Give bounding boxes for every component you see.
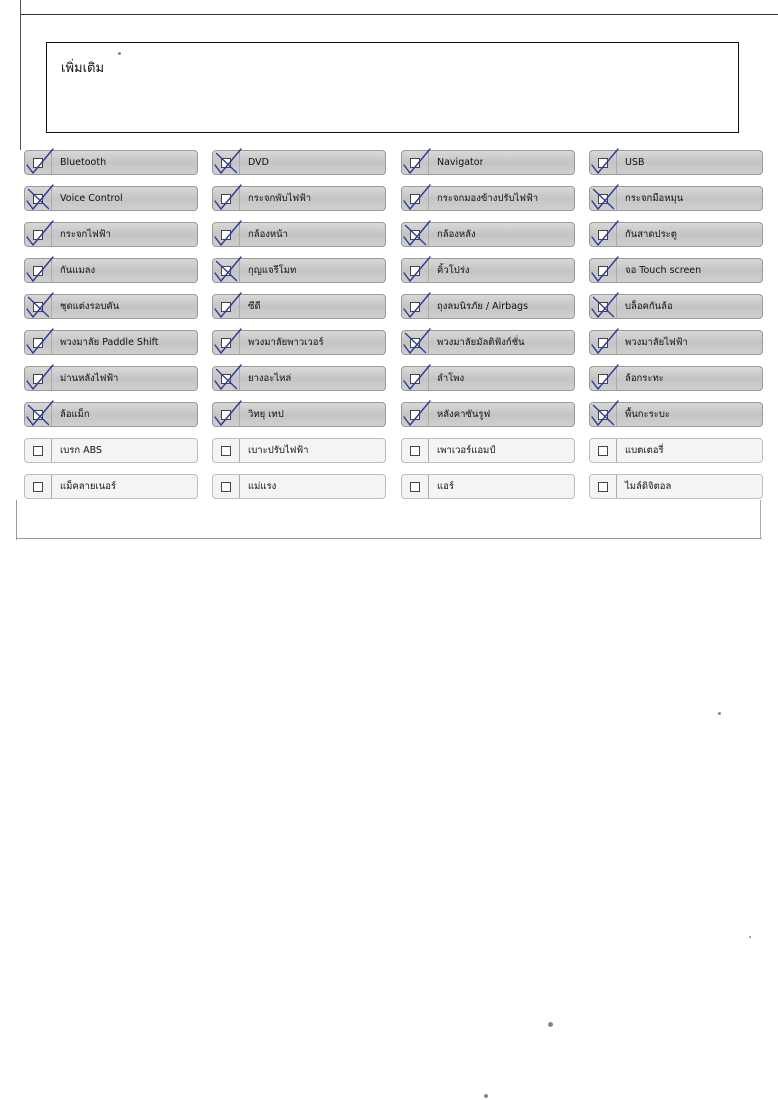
checklist-item[interactable] bbox=[401, 186, 575, 211]
checklist-item[interactable] bbox=[212, 402, 386, 427]
notes-label: เพิ่มเติม bbox=[61, 61, 105, 76]
checklist-item[interactable] bbox=[212, 366, 386, 391]
checklist-item[interactable] bbox=[401, 330, 575, 355]
checkbox-cell bbox=[213, 439, 240, 462]
scan-speck bbox=[118, 52, 121, 55]
checklist-item[interactable] bbox=[212, 330, 386, 355]
checklist-item[interactable] bbox=[212, 438, 386, 463]
checklist-item[interactable] bbox=[589, 294, 763, 319]
checkbox-cell bbox=[213, 331, 240, 354]
pen-check-mark-icon bbox=[396, 215, 436, 255]
checklist-item[interactable] bbox=[24, 366, 198, 391]
scan-speck bbox=[749, 936, 751, 938]
checklist-item-label: Voice Control bbox=[60, 193, 123, 204]
pen-check-mark-icon bbox=[396, 323, 436, 363]
pen-check-mark-icon bbox=[396, 359, 436, 399]
checkbox-cell bbox=[25, 295, 52, 318]
checklist-item[interactable] bbox=[212, 294, 386, 319]
checkbox-cell bbox=[25, 223, 52, 246]
checkbox-cell bbox=[25, 259, 52, 282]
checklist-item-label: พวงมาลัยพาวเวอร์ bbox=[248, 337, 324, 348]
checklist-item[interactable] bbox=[24, 438, 198, 463]
checklist-item-label: บล็อคกันล้อ bbox=[625, 301, 673, 312]
checklist-item[interactable] bbox=[24, 294, 198, 319]
checkbox-cell bbox=[213, 151, 240, 174]
checklist-item-label: ไมล์ดิจิตอล bbox=[625, 481, 672, 492]
checkbox-cell bbox=[25, 439, 52, 462]
checkbox-cell bbox=[590, 367, 617, 390]
checklist-item-label: เพาเวอร์แอมป์ bbox=[437, 445, 496, 456]
checklist-item[interactable] bbox=[401, 294, 575, 319]
checklist-item-label: กระจกพับไฟฟ้า bbox=[248, 193, 312, 204]
checklist-item-label: จอ Touch screen bbox=[625, 265, 702, 276]
checkbox-cell bbox=[402, 151, 429, 174]
checkbox-cell bbox=[590, 331, 617, 354]
pen-check-mark-icon bbox=[19, 251, 59, 291]
pen-check-mark-icon bbox=[584, 143, 624, 183]
checkbox[interactable] bbox=[33, 446, 43, 456]
checklist-item[interactable] bbox=[24, 186, 198, 211]
checkbox-cell bbox=[25, 187, 52, 210]
checklist-item[interactable] bbox=[589, 474, 763, 499]
checkbox-cell bbox=[213, 367, 240, 390]
checkbox-cell bbox=[590, 223, 617, 246]
pen-check-mark-icon bbox=[19, 395, 59, 435]
pen-check-mark-icon bbox=[19, 215, 59, 255]
checklist-item[interactable] bbox=[589, 366, 763, 391]
checkbox-cell bbox=[25, 475, 52, 498]
checklist-item-label: กระจกมองข้างปรับไฟฟ้า bbox=[437, 193, 539, 204]
checklist-item-label: Navigator bbox=[437, 157, 484, 168]
checklist-item[interactable] bbox=[589, 222, 763, 247]
checklist-item[interactable] bbox=[24, 474, 198, 499]
pen-check-mark-icon bbox=[584, 395, 624, 435]
pen-check-mark-icon bbox=[396, 287, 436, 327]
checkbox-cell bbox=[402, 331, 429, 354]
pen-check-mark-icon bbox=[396, 251, 436, 291]
checkbox[interactable] bbox=[410, 446, 420, 456]
checklist-item-label: แอร์ bbox=[437, 481, 454, 492]
checklist-item-label: กันแมลง bbox=[60, 265, 96, 276]
checkbox-cell bbox=[590, 475, 617, 498]
checkbox[interactable] bbox=[598, 446, 608, 456]
checkbox-cell bbox=[25, 331, 52, 354]
checklist-item[interactable] bbox=[24, 258, 198, 283]
checklist-item-label: พวงมาลัย Paddle Shift bbox=[60, 337, 159, 348]
checklist-item-label: ถุงลมนิรภัย / Airbags bbox=[437, 301, 529, 312]
pen-check-mark-icon bbox=[584, 287, 624, 327]
checklist-item-label: วิทยุ เทป bbox=[248, 409, 284, 420]
checkbox[interactable] bbox=[33, 482, 43, 492]
pen-check-mark-icon bbox=[19, 143, 59, 183]
checklist-item-label: ลำโพง bbox=[437, 373, 465, 384]
pen-check-mark-icon bbox=[207, 287, 247, 327]
checkbox-cell bbox=[402, 367, 429, 390]
checklist-item-label: ชุดแต่งรอบคัน bbox=[60, 301, 120, 312]
checklist-item[interactable] bbox=[589, 186, 763, 211]
checklist-item-label: DVD bbox=[248, 157, 269, 168]
scan-speck bbox=[484, 1094, 488, 1098]
checklist-item-label: กุญแจรีโมท bbox=[248, 265, 297, 276]
checkbox-cell bbox=[402, 187, 429, 210]
checklist-item[interactable] bbox=[589, 150, 763, 175]
checklist-item[interactable] bbox=[401, 474, 575, 499]
checklist-item-label: คิ้วโปร่ง bbox=[437, 265, 470, 276]
checklist-item[interactable] bbox=[401, 258, 575, 283]
pen-check-mark-icon bbox=[207, 179, 247, 219]
checklist-item-label: ล้อกระทะ bbox=[625, 373, 664, 384]
pen-check-mark-icon bbox=[584, 251, 624, 291]
checkbox-cell bbox=[590, 295, 617, 318]
checklist-item[interactable] bbox=[589, 438, 763, 463]
pen-check-mark-icon bbox=[207, 251, 247, 291]
checkbox-cell bbox=[402, 295, 429, 318]
checklist-item[interactable] bbox=[401, 438, 575, 463]
checklist-item[interactable] bbox=[589, 258, 763, 283]
pen-check-mark-icon bbox=[207, 323, 247, 363]
checkbox-cell bbox=[213, 223, 240, 246]
checklist-item[interactable] bbox=[24, 402, 198, 427]
checkbox[interactable] bbox=[410, 482, 420, 492]
checkbox-cell bbox=[213, 475, 240, 498]
pen-check-mark-icon bbox=[584, 323, 624, 363]
checkbox[interactable] bbox=[221, 482, 231, 492]
checklist-item-label: พื้นกะระบะ bbox=[625, 409, 670, 420]
pen-check-mark-icon bbox=[207, 215, 247, 255]
checklist-item-label: แบตเตอรี่ bbox=[625, 445, 664, 456]
checklist-item-label: กระจกมือหมุน bbox=[625, 193, 684, 204]
pen-check-mark-icon bbox=[396, 179, 436, 219]
checklist-item-label: ซีดี bbox=[248, 301, 261, 312]
pen-check-mark-icon bbox=[19, 323, 59, 363]
checklist-item-label: แม็คลายเนอร์ bbox=[60, 481, 117, 492]
checklist-item-label: Bluetooth bbox=[60, 157, 107, 168]
checklist-item[interactable] bbox=[212, 150, 386, 175]
pen-check-mark-icon bbox=[207, 359, 247, 399]
pen-check-mark-icon bbox=[207, 143, 247, 183]
checkbox-cell bbox=[402, 403, 429, 426]
checklist-item[interactable] bbox=[212, 222, 386, 247]
checklist-item[interactable] bbox=[212, 186, 386, 211]
checklist-item[interactable] bbox=[24, 330, 198, 355]
scan-speck bbox=[548, 1022, 553, 1027]
checkbox-cell bbox=[213, 403, 240, 426]
checklist-item-label: กันสาดประตู bbox=[625, 229, 677, 240]
pen-check-mark-icon bbox=[19, 287, 59, 327]
pen-check-mark-icon bbox=[19, 359, 59, 399]
checklist-item[interactable] bbox=[589, 330, 763, 355]
checklist-item[interactable] bbox=[401, 222, 575, 247]
checklist-item-label: แม่แรง bbox=[248, 481, 277, 492]
checkbox-cell bbox=[402, 475, 429, 498]
pen-check-mark-icon bbox=[584, 359, 624, 399]
pen-check-mark-icon bbox=[584, 215, 624, 255]
checklist-item-label: พวงมาลัยมัลติฟังก์ชั่น bbox=[437, 337, 525, 348]
checklist-item-label: เบรก ABS bbox=[60, 445, 103, 456]
checkbox[interactable] bbox=[221, 446, 231, 456]
checkbox-cell bbox=[590, 187, 617, 210]
pen-check-mark-icon bbox=[396, 395, 436, 435]
checkbox-cell bbox=[590, 259, 617, 282]
checklist-item-label: ล้อแม็ก bbox=[60, 409, 90, 420]
pen-check-mark-icon bbox=[19, 179, 59, 219]
checkbox-cell bbox=[402, 439, 429, 462]
pen-check-mark-icon bbox=[584, 179, 624, 219]
checklist-item-label: ม่านหลังไฟฟ้า bbox=[60, 373, 119, 384]
checklist-item[interactable] bbox=[212, 474, 386, 499]
scan-speck bbox=[718, 712, 721, 715]
checkbox-cell bbox=[590, 151, 617, 174]
checklist-item-label: กล้องหลัง bbox=[437, 229, 476, 240]
checkbox-cell bbox=[25, 403, 52, 426]
accessories-checklist bbox=[0, 0, 778, 540]
checkbox[interactable] bbox=[598, 482, 608, 492]
checklist-item[interactable] bbox=[212, 258, 386, 283]
pen-check-mark-icon bbox=[207, 395, 247, 435]
checkbox-cell bbox=[590, 439, 617, 462]
checklist-item-label: หลังคาซันรูฟ bbox=[437, 409, 491, 420]
checkbox-cell bbox=[213, 187, 240, 210]
checklist-item-label: กล้องหน้า bbox=[248, 229, 289, 240]
checklist-item-label: เบาะปรับไฟฟ้า bbox=[248, 445, 309, 456]
checklist-item-label: พวงมาลัยไฟฟ้า bbox=[625, 337, 688, 348]
checklist-item[interactable] bbox=[24, 222, 198, 247]
checklist-item-label: USB bbox=[625, 157, 645, 168]
checkbox-cell bbox=[402, 259, 429, 282]
checklist-item[interactable] bbox=[589, 402, 763, 427]
pen-check-mark-icon bbox=[396, 143, 436, 183]
checkbox-cell bbox=[25, 367, 52, 390]
checklist-item[interactable] bbox=[401, 402, 575, 427]
checklist-item-label: กระจกไฟฟ้า bbox=[60, 229, 111, 240]
checkbox-cell bbox=[402, 223, 429, 246]
checkbox-cell bbox=[213, 295, 240, 318]
checkbox-cell bbox=[213, 259, 240, 282]
checklist-item[interactable] bbox=[401, 366, 575, 391]
checklist-item-label: ยางอะไหล่ bbox=[248, 373, 292, 384]
checklist-item[interactable] bbox=[401, 150, 575, 175]
checkbox-cell bbox=[590, 403, 617, 426]
checkbox-cell bbox=[25, 151, 52, 174]
checklist-item[interactable] bbox=[24, 150, 198, 175]
